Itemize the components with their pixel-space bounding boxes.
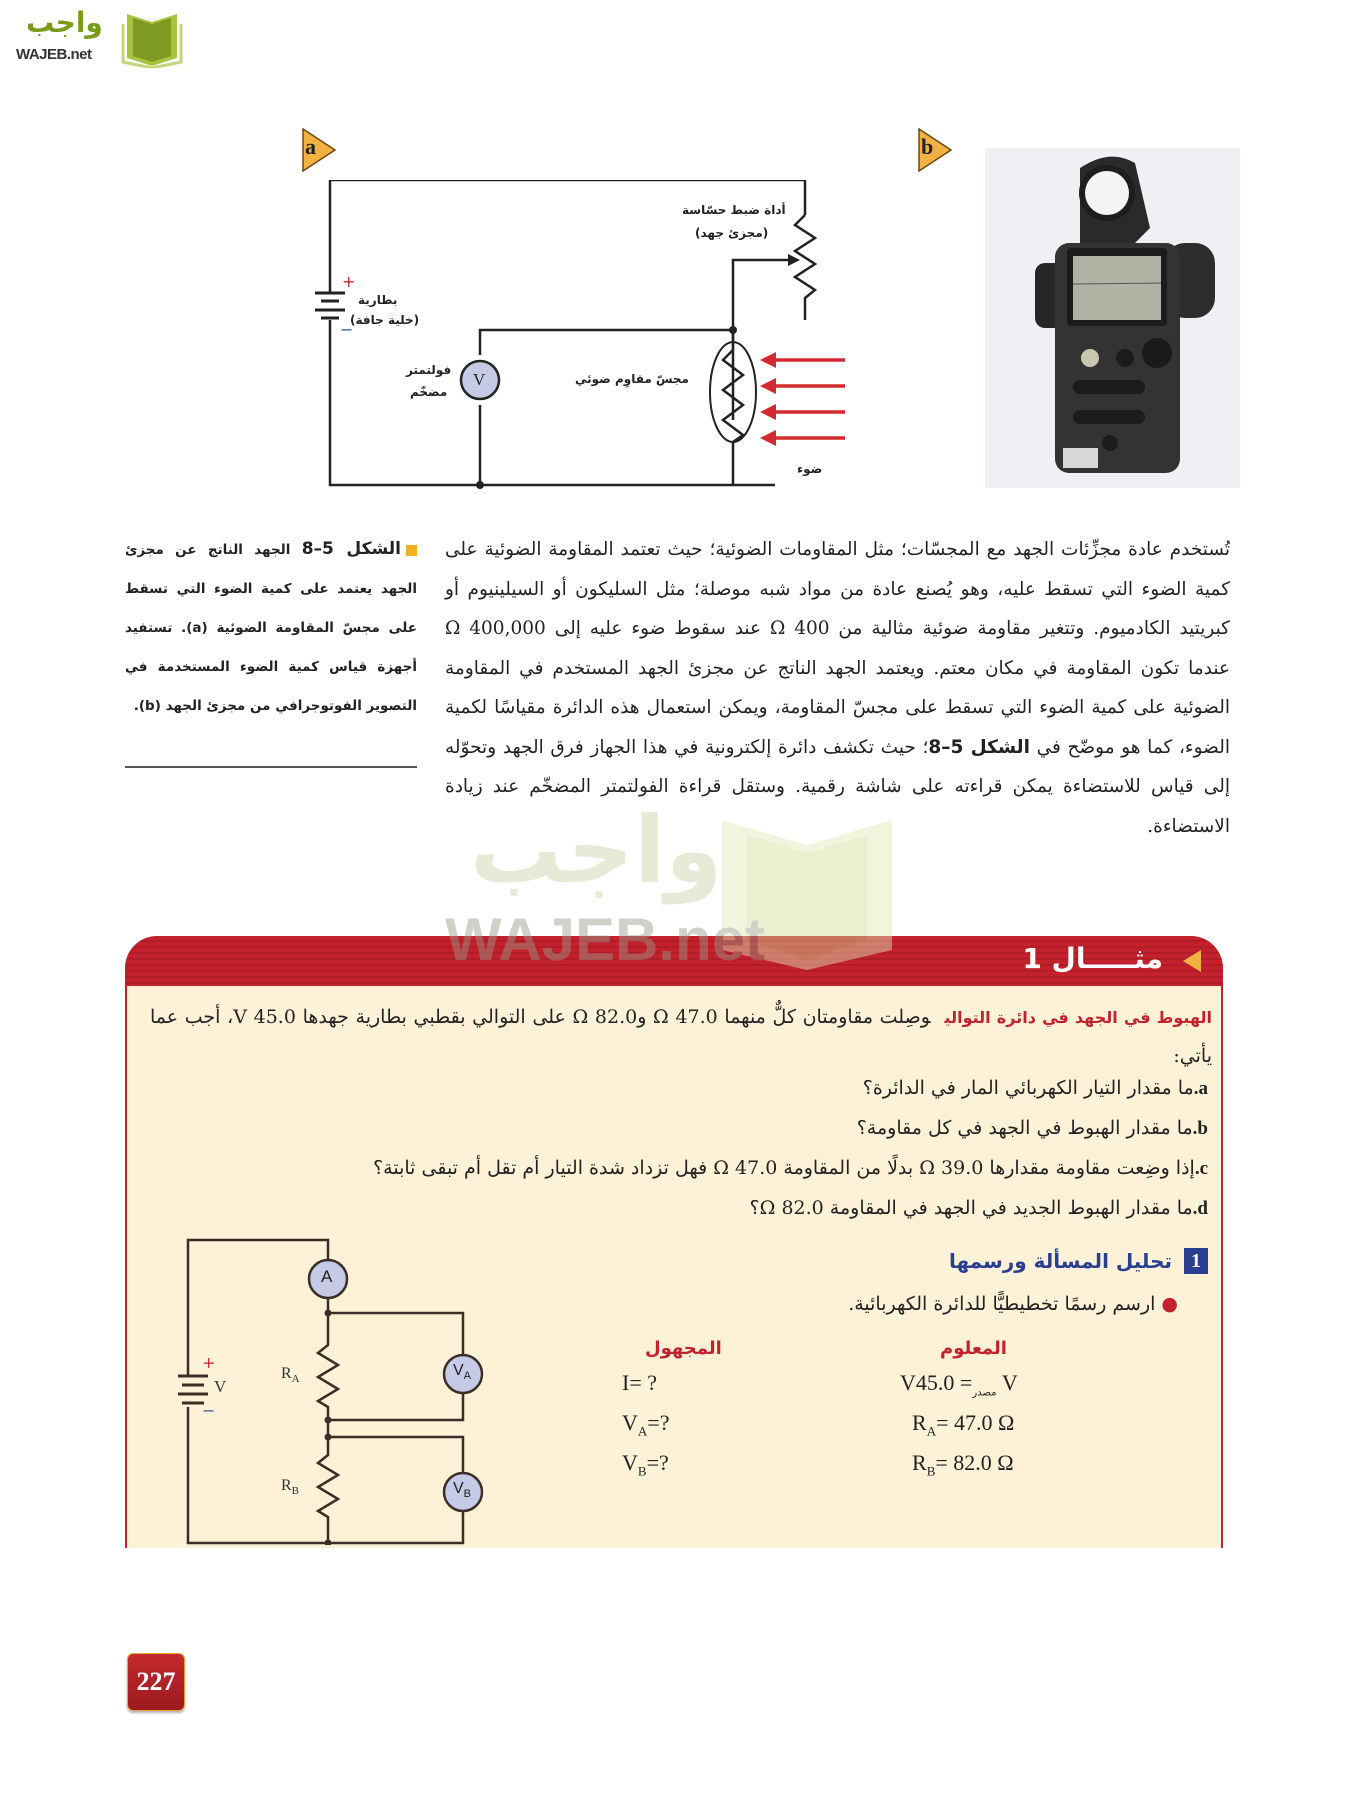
caption-figure-ref: الشكل 5–8 [301, 539, 401, 559]
wajeb-logo[interactable] [12, 6, 187, 66]
figure-caption [125, 530, 417, 726]
unknown-row-i: I= ? [622, 1370, 657, 1395]
battery-voltage-label: V [214, 1377, 227, 1396]
voltmeter-symbol: V [473, 370, 486, 389]
light-sensor-circuit-diagram [290, 180, 850, 490]
known-row-ra: $R_A= 47.0$ Ω [912, 1410, 1015, 1439]
example-lead-heading: الهبوط في الجهد في دائرة التوالي [944, 1008, 1213, 1027]
question-text: ما مقدار التيار الكهربائي المار في الدائرة؟ [862, 1077, 1194, 1099]
voltmeter-a-symbol: $V_A$ [453, 1362, 472, 1383]
divider-sublabel: (مجزئ جهد) [695, 226, 769, 240]
logo-latin-text: WAJEB.net [16, 46, 92, 63]
battery-minus-sign: − [202, 1401, 216, 1420]
battery-label: بطارية [358, 293, 398, 307]
figure-tag-a-label: a [305, 134, 316, 159]
step-1-heading [949, 1248, 1208, 1274]
known-row-rb: $R_B= 82.0$ Ω [912, 1450, 1014, 1479]
caption-divider [125, 766, 417, 768]
example-intro-text: وصِلت مقاومتان كلٌّ منهما 47.0 Ω و82.0 Ω على التوالي بقطبي بطارية جهدها 45.0 V، أجب عما يأتي: [150, 1006, 1212, 1067]
figure-tag-b-label: b [921, 134, 934, 159]
step-number-badge: 1 [1184, 1248, 1208, 1274]
question-c [373, 1157, 1208, 1180]
page-number: 227 [127, 1653, 185, 1711]
example-title: مثـــــال 1 [1022, 942, 1163, 975]
step-title: تحليل المسألة ورسمها [948, 1249, 1172, 1273]
battery-minus-sign: − [340, 320, 354, 339]
battery-sublabel: (خلية جافة) [350, 313, 420, 327]
paragraph-text-1: تُستخدم عادة مجزِّئات الجهد مع المجسّات؛ مثل المقاومات الضوئية؛ حيث تعتمد المقاومة الضوئية على كمية الضوء التي تسقط عليه، وهو يُصنع عادة من مواد شبه موصلة؛ مثل السليكون أو السيلينيوم أو كبريتيد الكادميوم. وتتغير مقاومة ضوئية مثالية من 400 Ω عند سقوط ضوء عليه إلى 400,000 Ω عندما تكون المقاومة في مكان معتم. ويعتمد الجهد الناتج عن مجزئ الجهد المستخدم في المقاومة الضوئية على كمية الضوء التي تسقط على مجسّ المقاومة، ويمكن استعمال هذه الدائرة مقياسًا لكمية الضوء، كما هو موضّح في [445, 539, 1230, 758]
caption-text: الجهد الناتج عن مجزئ الجهد يعتمد على كمية الضوء التي تسقط على مجسّ المقاومة الضوئية (a). تستفيد أجهزة قياس كمية الضوء المستخدمة في التصوير الفوتوجرافي من مجزئ الجهد (b). [125, 542, 417, 714]
ammeter-symbol: A [321, 1267, 333, 1286]
figure-reference[interactable]: الشكل 5–8 [928, 736, 1030, 758]
watermark-arabic: واجب [470, 797, 723, 904]
voltmeter-sublabel: مضخّم [410, 385, 448, 399]
question-text: ما مقدار الهبوط في الجهد في كل مقاومة؟ [856, 1117, 1193, 1139]
example-intro [150, 998, 1212, 1076]
known-row-vsource: V $_{مصدر}$= 45.0 V [900, 1370, 1018, 1399]
resistor-b-label: $R_B$ [281, 1477, 300, 1498]
question-b [857, 1117, 1208, 1140]
question-letter: b. [1192, 1118, 1208, 1139]
bullet-text: ارسم رسمًا تخطيطيًّا للدائرة الكهربائية. [848, 1293, 1156, 1315]
battery-plus-sign: + [342, 272, 356, 291]
figure-tag-b [918, 128, 952, 172]
body-paragraph [445, 530, 1230, 846]
unknown-header: المجهول [645, 1338, 722, 1359]
voltmeter-b-symbol: $V_B$ [453, 1480, 472, 1501]
sensor-label: مجسّ مقاوِم ضوئي [575, 372, 689, 386]
series-circuit-diagram [178, 1215, 518, 1545]
question-a [863, 1077, 1208, 1100]
light-meter-photo [985, 148, 1240, 488]
figure-tag-a [302, 128, 336, 172]
question-text: إذا وضِعت مقاومة مقدارها 39.0 Ω بدلًا من المقاومة 47.0 Ω فهل تزداد شدة التيار أم تقل أم تبقى ثابتة؟ [373, 1157, 1195, 1179]
step-bullet [848, 1293, 1178, 1315]
banner-arrow-icon [1183, 950, 1201, 972]
question-d [750, 1197, 1208, 1220]
paragraph-text-2: ؛ حيث تكشف دائرة إلكترونية في هذا الجهاز فرق الجهد وتحوّله إلى قياس للاستضاءة يمكن قراءته على شاشة رقمية. وستقل قراءة الفولتمتر المضخّم عند زيادة الاستضاءة. [445, 736, 1230, 837]
example-banner [125, 936, 1223, 986]
logo-arabic-text: واجب [26, 6, 103, 39]
light-meter-illustration [985, 148, 1240, 488]
question-letter: d. [1192, 1198, 1208, 1219]
open-book-icon [117, 10, 187, 68]
known-header: المعلوم [940, 1338, 1007, 1359]
voltmeter-label: فولتمتر [406, 363, 452, 377]
unknown-row-va: $V_A=$? [622, 1410, 670, 1439]
watermark-latin: WAJEB.net [445, 906, 766, 973]
unknown-row-vb: $V_B=$? [622, 1450, 669, 1479]
caption-bullet-square-icon [406, 545, 417, 556]
question-text: ما مقدار الهبوط الجديد في الجهد في المقاومة 82.0 Ω؟ [749, 1197, 1193, 1219]
light-label: ضوء [797, 462, 823, 476]
question-letter: c. [1194, 1158, 1208, 1179]
bullet-dot-icon: ● [1161, 1293, 1178, 1315]
battery-plus-sign: + [202, 1353, 216, 1372]
divider-label: أداة ضبط حسّاسة [682, 203, 786, 217]
question-letter: a. [1193, 1078, 1208, 1099]
resistor-a-label: $R_A$ [281, 1365, 300, 1386]
